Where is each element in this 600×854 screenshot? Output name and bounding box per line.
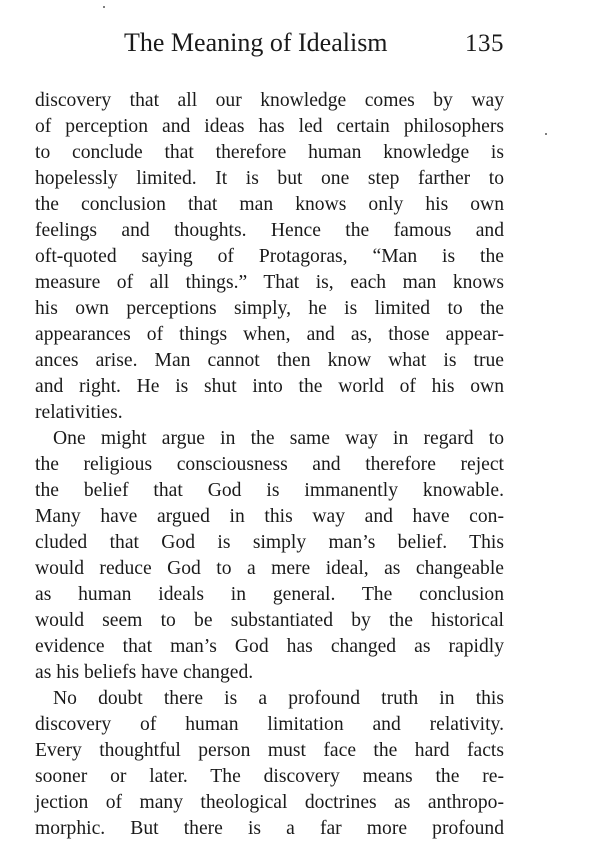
text-line: his own perceptions simply, he is limited to the [35,298,504,319]
text-line: feelings and thoughts. Hence the famous and [35,220,504,241]
text-line: as human ideals in general. The conclusion [35,584,504,605]
running-title: The Meaning of Idealism [124,28,388,57]
text-line: the conclusion that man knows only his own [35,194,504,215]
text-line: to conclude that therefore human knowledge is [35,142,504,163]
text-line: appearances of things when, and as, those appear- [35,324,504,345]
text-line: would seem to be substantiated by the historical [35,610,504,631]
text-line: Many have argued in this way and have con- [35,506,504,527]
text-line: cluded that God is simply man’s belief. This [35,532,504,553]
text-line: the religious consciousness and therefore reject [35,454,504,475]
text-line: oft-quoted saying of Protagoras, “Man is the [35,246,504,267]
text-line: of perception and ideas has led certain philosophers [35,116,504,137]
text-line: the belief that God is immanently knowable. [35,480,504,501]
text-line: jection of many theological doctrines as anthropo- [35,792,504,813]
text-line: and right. He is shut into the world of his own [35,376,504,397]
text-line: as his beliefs have changed. [35,662,254,683]
text-line: sooner or later. The discovery means the re- [35,766,504,787]
page-body [35,88,504,842]
text-line: evidence that man’s God has changed as rapidly [35,636,504,657]
text-line: measure of all things.” That is, each man knows [35,272,504,293]
scan-speck [103,6,105,8]
text-line: discovery of human limitation and relativity. [35,714,504,735]
text-line: ances arise. Man cannot then know what is true [35,350,504,371]
text-line: would reduce God to a mere ideal, as changeable [35,558,504,579]
text-line: morphic. But there is a far more profound [35,818,504,839]
text-line: No doubt there is a profound truth in this [53,688,504,709]
text-line: hopelessly limited. It is but one step farther to [35,168,504,189]
text-line: Every thoughtful person must face the hard facts [35,740,504,761]
scan-speck [545,133,547,135]
text-line: relativities. [35,402,123,423]
text-line: One might argue in the same way in regard to [53,428,504,449]
text-line: discovery that all our knowledge comes by way [35,90,504,111]
page-number: 135 [465,30,504,57]
running-header [124,28,504,62]
